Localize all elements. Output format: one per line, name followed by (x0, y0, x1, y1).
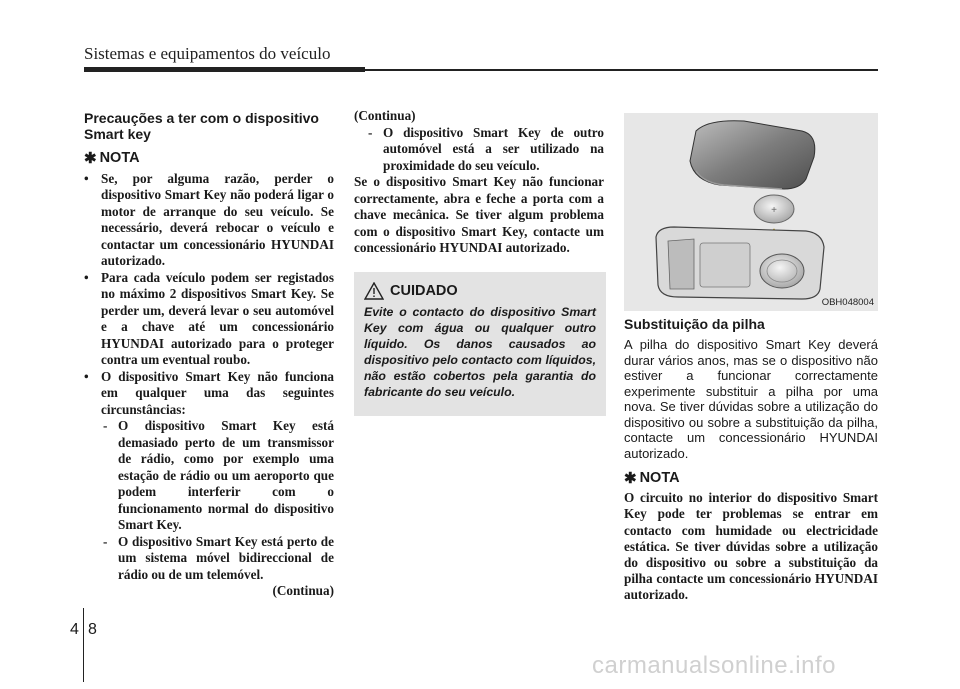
nota-heading (84, 150, 334, 167)
star-cross-icon: ✱ (84, 149, 97, 167)
svg-text:+: + (771, 205, 777, 216)
caution-text: Evite o contacto do dispositivo Smart Key com água ou qualquer outro líquido. Os danos causados ao dispositivo pelo contacto com líquidos, não estão cobertos pela garantia do fabricante do seu veículo. (364, 305, 596, 399)
column-middle (354, 108, 604, 257)
header-rule-thin (365, 69, 878, 71)
list-item: - O dispositivo Smart Key está demasiado perto de um transmissor de rádio, como por exemplo uma estação de rádio ou um aeroporto que podem interferir com o funcionamento normal do dispositivo Smart Key. (103, 418, 334, 532)
bullet-list (84, 171, 334, 584)
caution-heading (364, 282, 458, 300)
list-item: - O dispositivo Smart Key de outro automóvel está a ser utilizado na proximidade do seu veículo. (368, 124, 604, 173)
paragraph: Se o dispositivo Smart Key não funcionar correctamente, abra e feche a porta com a chave mecânica. Se tiver algum problema com o dispositivo Smart Key, contacte um concessionário HYUNDAI autorizado. (354, 174, 604, 255)
nota-heading (624, 470, 878, 486)
list-item: • O dispositivo Smart Key não funciona em qualquer uma das seguintes circunstâncias: - O dispositivo Smart Key está demasiado perto de um transmissor de rádio, como por exemplo uma estação de rádio ou um aeroporto que podem interferir com o funcionamento normal do dispositivo Smart Key. - O dispositivo Smart Key está perto de um sistema móvel bidireccional de rádio ou de um telemóvel. (84, 368, 334, 582)
continued-label-top: (Continua) (354, 108, 416, 123)
continued-label: (Continua) (272, 583, 334, 598)
footer-divider (83, 608, 84, 682)
smart-key-battery-figure (624, 113, 878, 311)
section-heading: Substituição da pilha (624, 316, 765, 332)
list-item: - O dispositivo Smart Key está perto de um sistema móvel bidireccional de rádio ou de um telemóvel. (103, 533, 334, 582)
section-number: 4 (70, 621, 79, 638)
dash-list (101, 418, 334, 583)
list-item: • Se, por alguma razão, perder o dispositivo Smart Key não poderá ligar o motor de arranque do seu veículo. Se necessário, deverá rebocar o veículo e contactar um concessionário HYUNDAI autorizado. (84, 170, 334, 268)
paragraph: A pilha do dispositivo Smart Key deverá durar vários anos, mas se o dispositivo não estiver a funcionar correctamente experimente substituir a pilha por uma nova. Se tiver dúvidas sobre a utilização do dispositivo ou sobre a substituição da pilha, contacte um concessionário HYUNDAI autorizado. (624, 337, 878, 461)
page-number: 8 (88, 621, 97, 638)
nota-text: O circuito no interior do dispositivo Smart Key pode ter problemas se entrar em contacto com humidade ou electricidade estática. Se tiver dúvidas sobre a utilização do dispositivo ou sobre a substituição da pilha contacte um concessionário HYUNDAI autorizado. (624, 490, 878, 603)
section-heading: Precauções a ter com o dispositivo Smart key (84, 110, 319, 142)
nota-label: NOTA (639, 470, 680, 486)
star-cross-icon: ✱ (624, 469, 637, 487)
caution-label: CUIDADO (390, 283, 458, 299)
nota-label: NOTA (99, 150, 140, 166)
smart-key-illustration (624, 113, 878, 311)
dash-list (354, 125, 604, 175)
battery-replacement-section (624, 316, 878, 461)
warning-triangle-icon (364, 282, 384, 300)
page-header-title: Sistemas e equipamentos do veículo (84, 44, 331, 63)
figure-code: OBH048004 (821, 297, 874, 308)
caution-box (354, 272, 606, 416)
header-rule-thick (84, 67, 365, 72)
nota-block (624, 470, 878, 604)
watermark: carmanualsonline.info (592, 652, 836, 679)
column-left (84, 108, 334, 600)
list-item: • Para cada veículo podem ser registados no máximo 2 dispositivos Smart Key. Se perder um, deverá levar o seu automóvel e a chave até um concessionário HYUNDAI autorizado para o proteger contra um eventual roubo. (84, 269, 334, 367)
